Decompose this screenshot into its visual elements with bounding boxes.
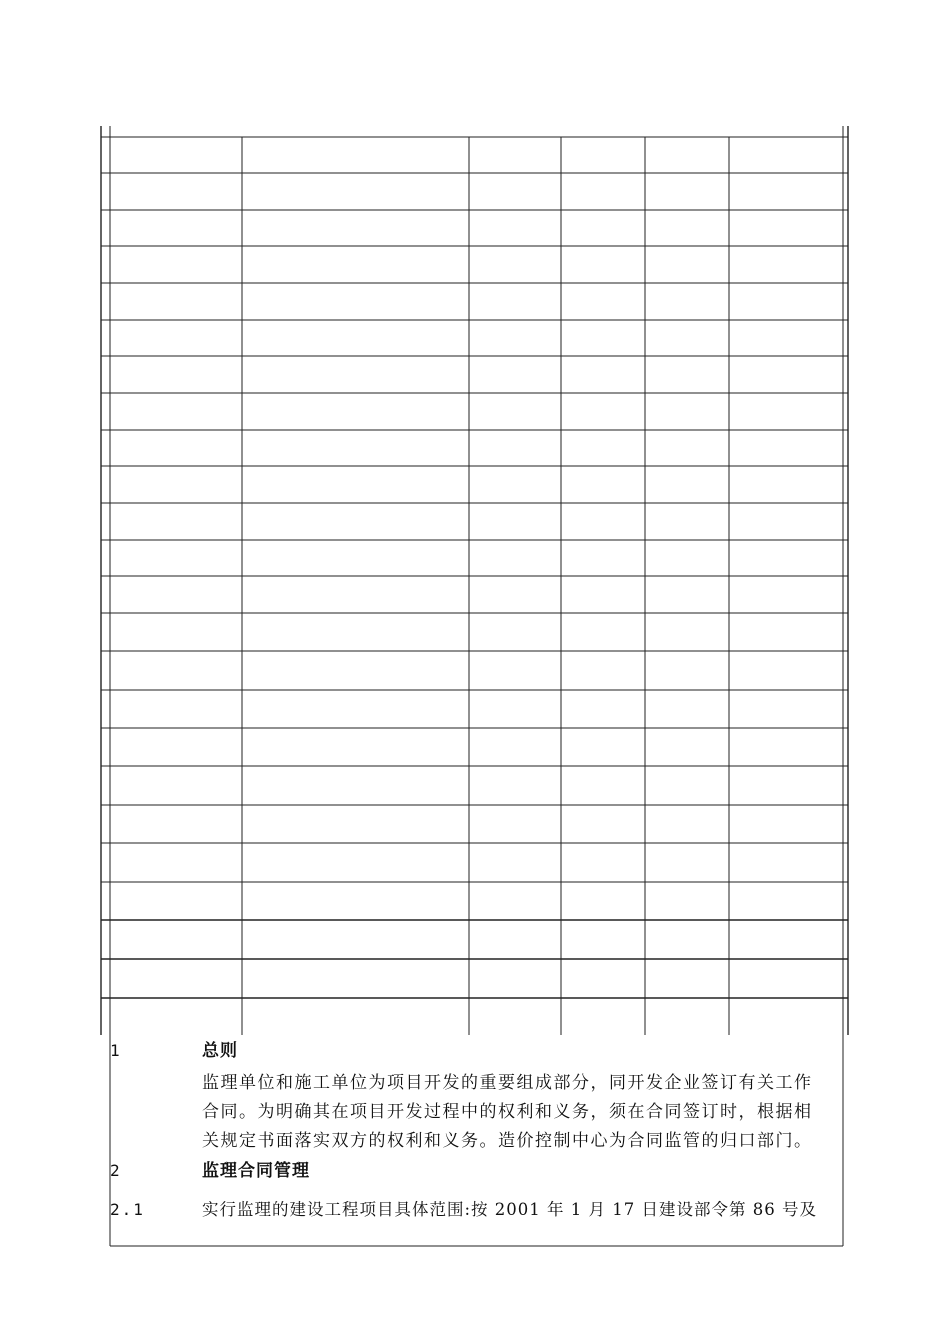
paragraph-line-3: 关规定书面落实双方的权利和义务。造价控制中心为合同监管的归口部门。 — [202, 1131, 813, 1151]
clause-2-1-text: 实行监理的建设工程项目具体范围:按 2001 年 1 月 17 日建设部令第 86 号及 — [202, 1200, 817, 1219]
paragraph-line-2: 合同。为明确其在项目开发过程中的权利和义务，须在合同签订时，根据相 — [202, 1102, 813, 1122]
section-2-heading: 监理合同管理 — [202, 1161, 310, 1181]
section-1-number: 1 — [110, 1041, 122, 1060]
paragraph-line-1: 监理单位和施工单位为项目开发的重要组成部分，同开发企业签订有关工作 — [202, 1073, 813, 1093]
section-2-number: 2 — [110, 1161, 122, 1180]
clause-2-1-number: 2.1 — [110, 1200, 145, 1219]
section-1-heading: 总则 — [202, 1041, 238, 1061]
